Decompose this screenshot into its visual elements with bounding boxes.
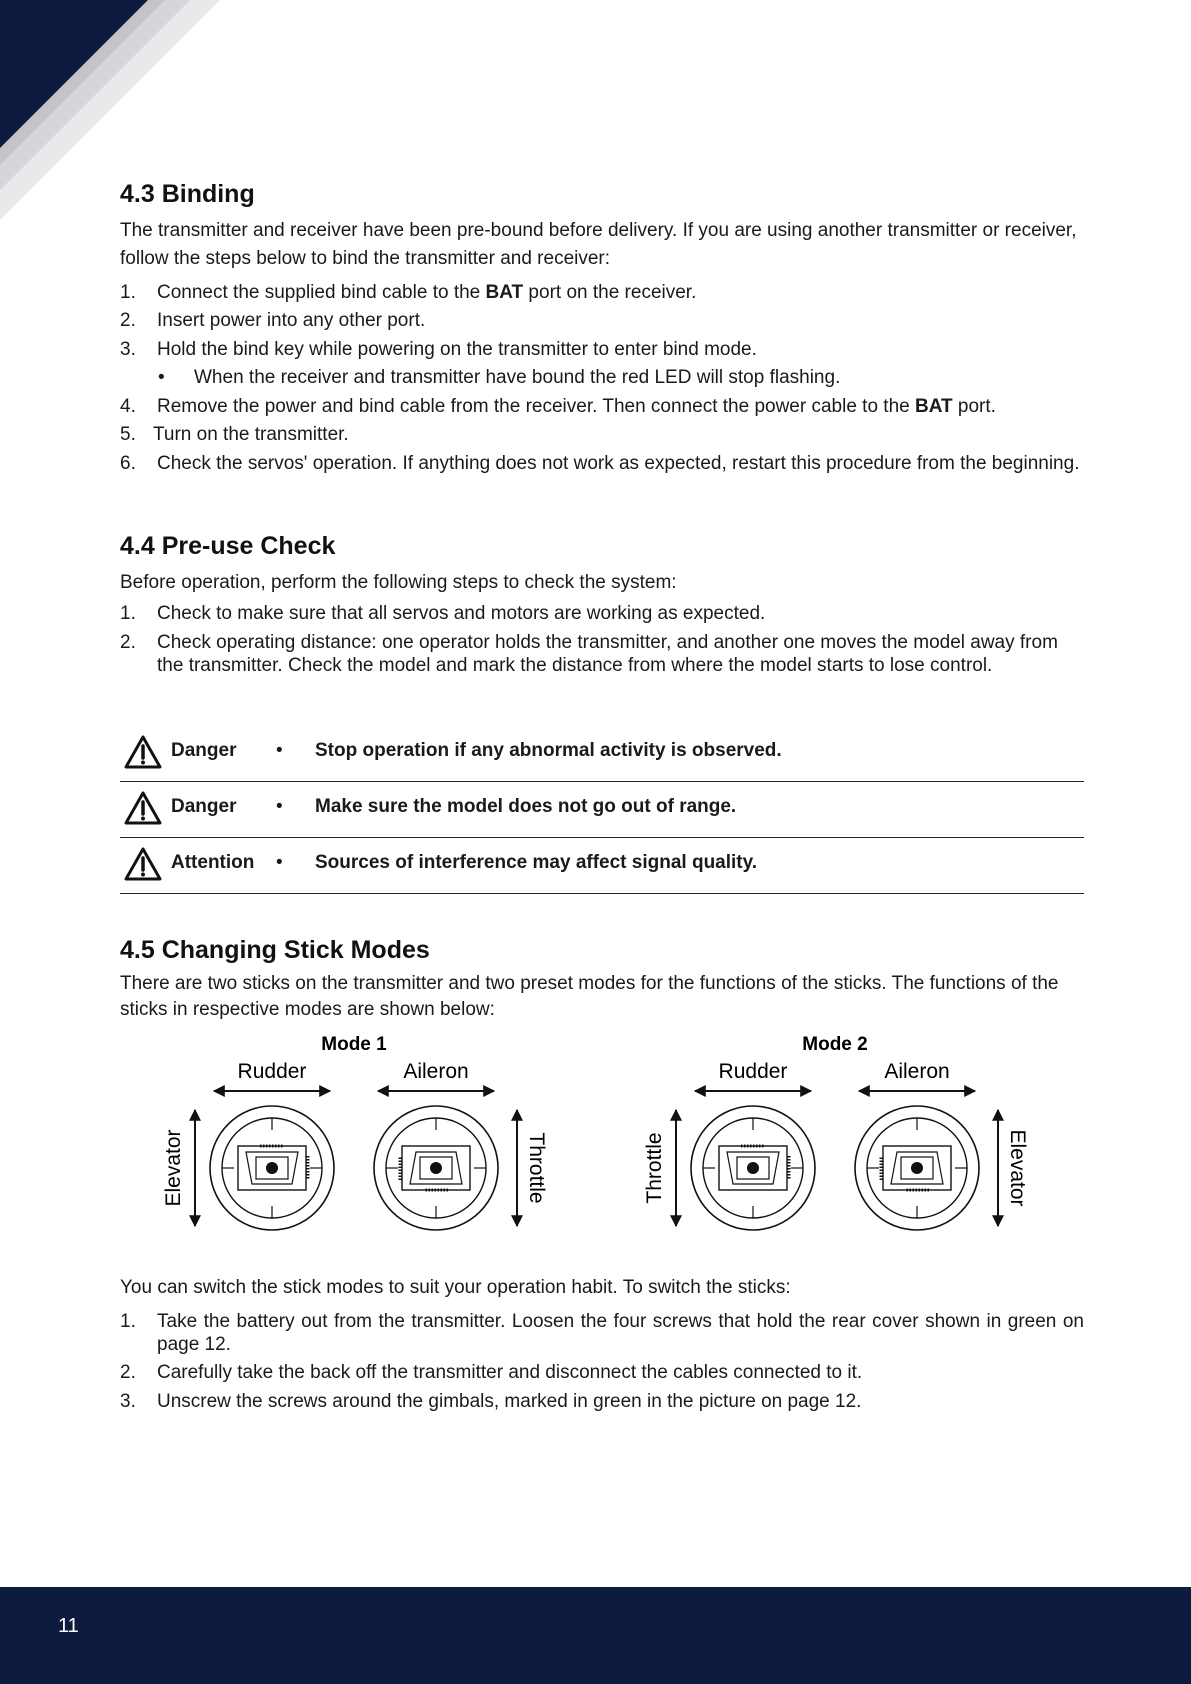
warning-row xyxy=(120,781,1084,838)
warning-bullet: • xyxy=(276,852,283,873)
warning-triangle-icon xyxy=(124,847,162,881)
page-number: 11 xyxy=(58,1615,79,1637)
warning-label: Attention xyxy=(171,852,255,873)
section-heading-preuse: 4.4 Pre-use Check xyxy=(120,532,336,560)
stick-label: Throttle xyxy=(525,1132,548,1204)
preuse-intro: Before operation, perform the following steps to check the system: xyxy=(120,572,677,593)
stick-modes-outro: You can switch the stick modes to suit your operation habit. To switch the sticks: xyxy=(120,1277,791,1298)
warning-label: Danger xyxy=(171,796,237,817)
left-stick-gimbal xyxy=(691,1106,815,1230)
section-heading-stick-modes: 4.5 Changing Stick Modes xyxy=(120,936,430,964)
stick-modes-intro: There are two sticks on the transmitter and two preset modes for the functions of the sticks. The functions of the sticks in respective modes are shown below: xyxy=(120,973,1059,1020)
stick-label: Rudder xyxy=(718,1060,788,1083)
binding-intro: The transmitter and receiver have been pre-bound before delivery. If you are using another transmitter or receiver, follow the steps below to bind the transmitter and receiver: xyxy=(120,220,1077,269)
warning-triangle-icon xyxy=(124,791,162,825)
mode-title: Mode 2 xyxy=(802,1034,868,1055)
right-stick-gimbal xyxy=(374,1106,498,1230)
warning-message: Stop operation if any abnormal activity is observed. xyxy=(315,740,782,761)
page-footer xyxy=(0,1587,1191,1684)
left-stick-gimbal xyxy=(210,1106,334,1230)
warning-bullet: • xyxy=(276,796,283,817)
stick-label: Throttle xyxy=(643,1132,666,1204)
warning-row xyxy=(120,837,1084,894)
warning-triangle-icon xyxy=(124,735,162,769)
stick-label: Rudder xyxy=(237,1060,307,1083)
warning-bullet: • xyxy=(276,740,283,761)
stick-modes-diagram xyxy=(120,1028,1084,1238)
section-heading-binding: 4.3 Binding xyxy=(120,180,255,208)
stick-label: Aileron xyxy=(884,1060,950,1083)
warning-message: Sources of interference may affect signal quality. xyxy=(315,852,758,873)
warning-label: Danger xyxy=(171,740,237,761)
right-stick-gimbal xyxy=(855,1106,979,1230)
stick-label: Elevator xyxy=(1006,1129,1029,1207)
warning-row xyxy=(120,725,1084,782)
stick-label: Elevator xyxy=(162,1129,185,1207)
mode-title: Mode 1 xyxy=(321,1034,387,1055)
stick-label: Aileron xyxy=(403,1060,469,1083)
warning-message: Make sure the model does not go out of range. xyxy=(315,796,737,817)
